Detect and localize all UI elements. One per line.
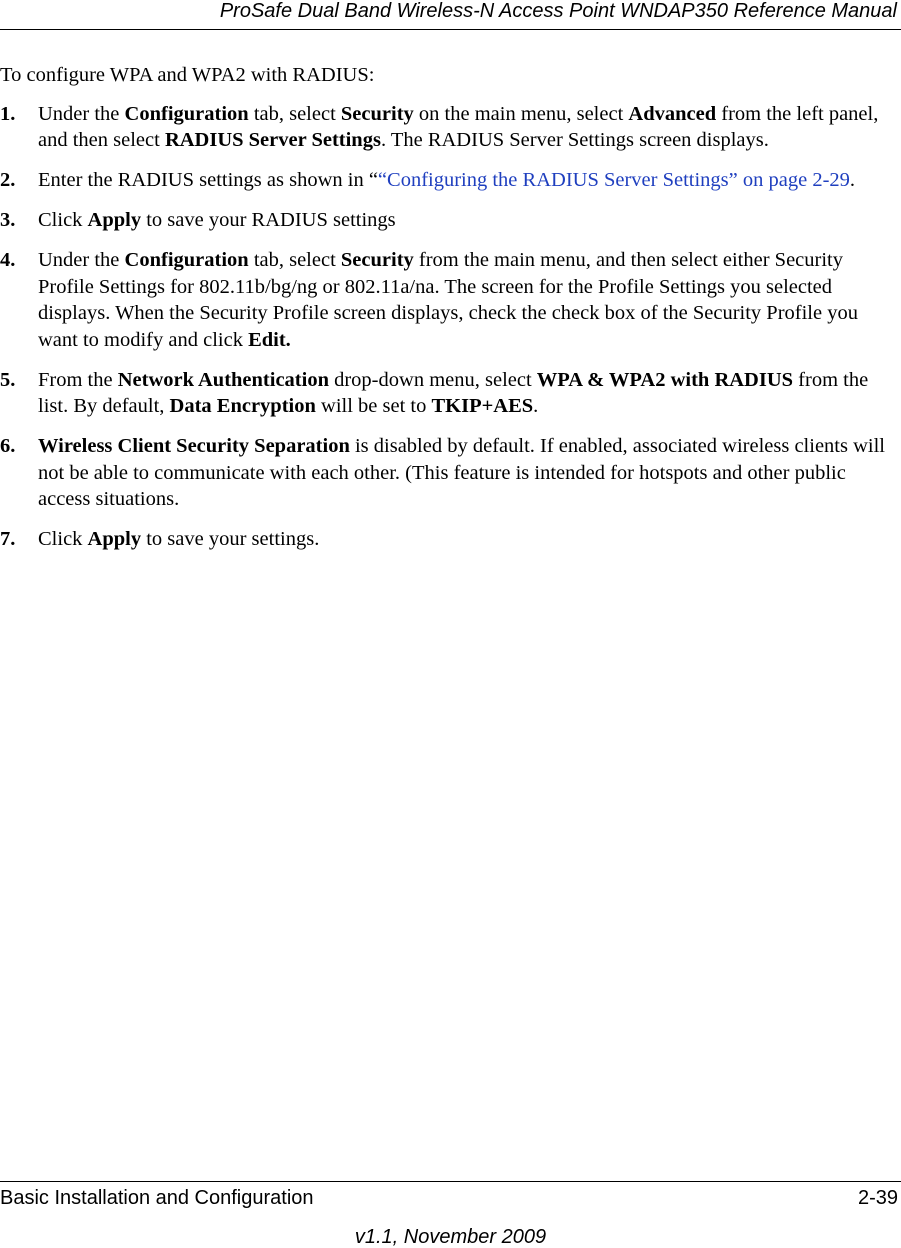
ui-term-data-encryption: Data Encryption <box>169 395 316 417</box>
step-number: 4. <box>0 249 16 271</box>
step-2 <box>0 167 899 194</box>
step-6 <box>0 433 899 513</box>
header-divider <box>0 29 901 30</box>
step-7 <box>0 526 899 553</box>
ui-term-configuration: Configuration <box>124 102 249 125</box>
step-number: 1. <box>0 102 16 125</box>
ui-term-advanced: Advanced <box>628 102 717 125</box>
step-3 <box>0 207 899 234</box>
ui-term-configuration: Configuration <box>124 249 249 271</box>
ui-term-wpa-wpa2-radius: WPA & WPA2 with RADIUS <box>536 368 794 391</box>
cross-reference-link[interactable]: “Configuring the RADIUS Server Settings” on page 2-29 <box>377 169 850 191</box>
ui-term-security: Security <box>340 102 414 125</box>
ui-term-security: Security <box>340 249 414 271</box>
step-number: 7. <box>0 528 16 550</box>
footer-page-number: 2-39 <box>857 1187 898 1209</box>
step-4 <box>0 247 899 353</box>
page-body <box>0 62 899 566</box>
step-number: 6. <box>0 435 16 457</box>
step-text: From the Network Authentication drop-down menu, select WPA & WPA2 with RADIUS from the list. By default, Data Encryption will be set to TKIP+AES. <box>38 368 869 417</box>
step-1 <box>0 101 899 154</box>
step-text: Under the Configuration tab, select Security from the main menu, and then select either Security Profile Settings for 802.11b/bg/ng or 802.11a/na. The screen for the Profile Settings you selected displays. When the Security Profile screen displays, check the check box of the Security Profile you want to modify and click Edit. <box>38 249 858 351</box>
ui-term-tkip-aes: TKIP+AES <box>431 395 534 417</box>
footer-section-title: Basic Installation and Configuration <box>0 1187 314 1209</box>
footer-divider <box>0 1181 901 1182</box>
ui-term-apply: Apply <box>87 528 142 550</box>
step-number: 3. <box>0 209 16 231</box>
ui-term-apply: Apply <box>87 209 142 231</box>
step-text: Click Apply to save your RADIUS settings <box>38 209 396 231</box>
step-number: 5. <box>0 368 16 391</box>
ui-term-wireless-client-security-separation: Wireless Client Security Separation <box>38 435 350 457</box>
intro-paragraph: To configure WPA and WPA2 with RADIUS: <box>0 64 375 86</box>
step-5 <box>0 367 899 420</box>
step-text: Wireless Client Security Separation is disabled by default. If enabled, associated wireless clients will not be able to communicate with each other. (This feature is intended for hotspots and other public access situations. <box>38 435 885 510</box>
footer-version: v1.1, November 2009 <box>354 1226 547 1248</box>
step-text: Click Apply to save your settings. <box>38 528 320 550</box>
procedure-steps <box>0 101 899 553</box>
step-text: Enter the RADIUS settings as shown in ““Configuring the RADIUS Server Settings” on page 2-29. <box>38 169 856 191</box>
step-text: Under the Configuration tab, select Security on the main menu, select Advanced from the left panel, and then select RADIUS Server Settings. The RADIUS Server Settings screen displays. <box>38 102 879 151</box>
running-header-title: ProSafe Dual Band Wireless-N Access Point WNDAP350 Reference Manual <box>219 0 897 22</box>
ui-term-radius-server-settings: RADIUS Server Settings <box>164 129 381 151</box>
ui-term-network-authentication: Network Authentication <box>117 368 329 391</box>
step-number: 2. <box>0 169 16 191</box>
ui-term-edit: Edit. <box>248 328 291 351</box>
